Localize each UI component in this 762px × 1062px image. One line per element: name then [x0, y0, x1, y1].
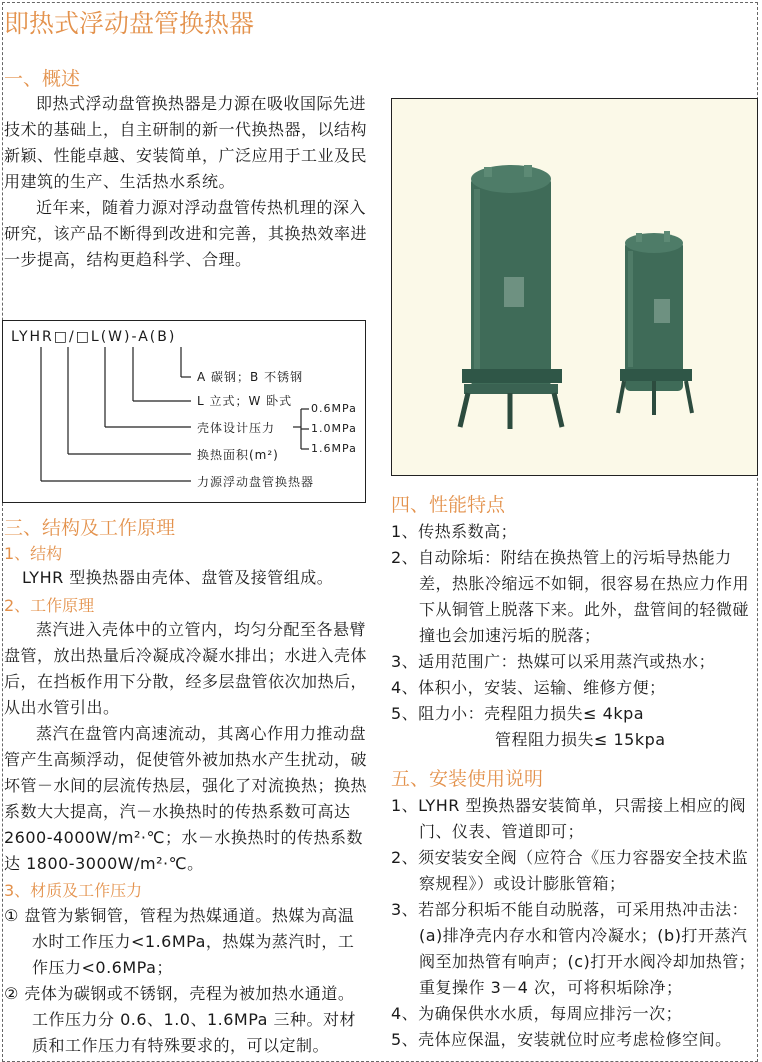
- material-list: [4, 903, 370, 1059]
- features-list: [391, 519, 758, 753]
- pressure-option: 1.6MPa: [311, 442, 357, 455]
- section-heading-structure: 三、结构及工作原理: [4, 517, 176, 539]
- installation-list: [391, 793, 758, 1053]
- label-pressure: 壳体设计压力: [197, 421, 276, 435]
- section-heading-features: 四、性能特点: [391, 494, 506, 516]
- material-item: ② 壳体为碳钢或不锈钢，壳程为被加热水通道。工作压力分 0.6、1.0、1.6MPa 三种。对材质和工作压力有特殊要求的，可以定制。: [4, 984, 357, 1055]
- section-heading-installation: 五、安装使用说明: [391, 768, 544, 790]
- subheading-structure: 1、结构: [4, 544, 63, 563]
- model-code-diagram: [2, 320, 366, 503]
- feature-item: 2、自动除垢：附结在换热管上的污垢导热能力差，热胀冷缩远不如铜，很容易在热应力作用下从铜管上脱落下来。此外，盘管间的轻微碰撞也会加速污垢的脱落；: [391, 548, 750, 645]
- principle-text: [4, 617, 370, 877]
- installation-item: 3、若部分积垢不能自动脱落，可采用热冲击法：(a)排净壳内存水和管内冷凝水；(b)打开蒸汽阀至加热管有响声；(c)打开水阀冷却加热管；重复操作 3－4 次，可将积垢除净；: [391, 900, 756, 997]
- label-area: 换热面积(m²): [197, 448, 279, 462]
- heat-exchanger-illustration: [392, 99, 758, 476]
- installation-item: 5、壳体应保温，安装就位时应考虑检修空间。: [391, 1030, 732, 1049]
- feature-item: 4、体积小，安装、运输、维修方便；: [391, 678, 666, 697]
- product-photo: [391, 98, 758, 476]
- large-tank: [460, 165, 562, 429]
- feature-item: 3、适用范围广：热媒可以采用蒸汽或热水；: [391, 652, 716, 671]
- overview-text: [4, 91, 370, 273]
- overview-paragraph-2: 近年来，随着力源对浮动盘管传热机理的深入研究，该产品不断得到改进和完善，其换热效率进一步提高，结构更趋科学、合理。: [4, 198, 368, 269]
- subheading-principle: 2、工作原理: [4, 596, 95, 615]
- material-item: ① 盘管为紫铜管，管程为热媒通道。热媒为高温水时工作压力<1.6MPa，热媒为蒸汽时，工作压力<0.6MPa；: [4, 906, 355, 977]
- subheading-material: 3、材质及工作压力: [4, 881, 143, 900]
- page-title: 即热式浮动盘管换热器: [4, 9, 255, 38]
- pressure-option: 0.6MPa: [311, 402, 357, 415]
- feature-item: 1、传热系数高；: [391, 522, 518, 541]
- principle-paragraph-1: 蒸汽进入壳体中的立管内，均匀分配至各悬臂盘管，放出热量后冷凝成冷凝水排出；水进入壳体后，在挡板作用下分散，经多层盘管依次加热后，从出水管引出。: [4, 620, 368, 717]
- label-orientation: L 立式；W 卧式: [197, 394, 293, 408]
- installation-item: 4、为确保供水水质，每周应排污一次；: [391, 1004, 683, 1023]
- label-name: 力源浮动盘管换热器: [197, 475, 315, 489]
- overview-paragraph-1: 即热式浮动盘管换热器是力源在吸收国际先进技术的基础上，自主研制的新一代换热器，以结构新颖、性能卓越、安装简单，广泛应用于工业及民用建筑的生产、生活热水系统。: [4, 94, 368, 191]
- structure-text: LYHR 型换热器由壳体、盘管及接管组成。: [22, 568, 334, 587]
- feature-item: 5、阻力小：壳程阻力损失≤ 4kpa: [391, 704, 645, 723]
- model-code: LYHR□/□L(W)-A(B): [11, 329, 177, 345]
- installation-item: 2、须安装安全阀（应符合《压力容器安全技术监察规程》）或设计膨胀管箱；: [391, 848, 749, 893]
- small-tank: [618, 231, 692, 415]
- installation-item: 1、LYHR 型换热器安装简单，只需接上相应的阀门、仪表、管道即可；: [391, 796, 746, 841]
- feature-item-continuation: 管程阻力损失≤ 15kpa: [495, 730, 666, 749]
- principle-paragraph-2: 蒸汽在盘管内高速流动，其离心作用力推动盘管产生高频浮动，促使管外被加热水产生扰动，破坏管－水间的层流传热层，强化了对流换热；换热系数大大提高，汽－水换热时的传热系数可高达 2600-4000W/m²·℃；水－水换热时的传热系数达 1800-3000W/m²·℃。: [4, 724, 368, 873]
- section-heading-overview: 一、概述: [4, 68, 81, 90]
- label-material: A 碳钢；B 不锈钢: [197, 370, 304, 384]
- pressure-option: 1.0MPa: [311, 422, 357, 435]
